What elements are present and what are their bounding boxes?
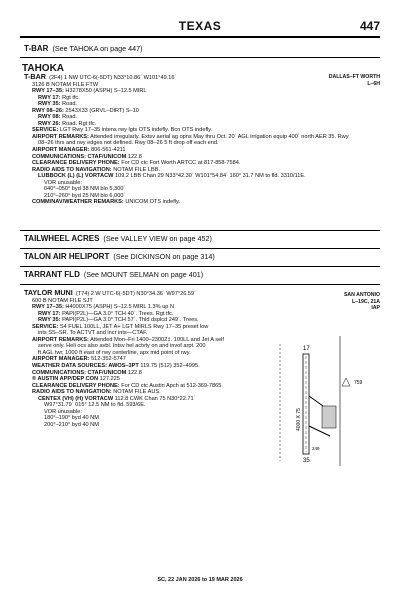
header-rule (20, 36, 380, 38)
detail-text: Road. Rgt tfc. (62, 120, 97, 127)
detail-line (24, 199, 349, 206)
detail-text: 119.75 (512) 352–4995. (140, 363, 200, 370)
xref-tailwheel: TAILWHEEL ACRES (See VALLEY VIEW on page 452) (24, 234, 212, 243)
city-heading-tahoka: TAHOKA (22, 63, 65, 74)
detail-text: For CD ctc Fort Worth ARTCC at 817-858-7584. (121, 160, 241, 167)
xref-tarrant: TARRANT FLD (See MOUNT SELMAN on page 401) (24, 270, 204, 279)
detail-label: AIRPORT REMARKS: (32, 133, 89, 140)
detail-label: AIRPORT MANAGER: (32, 147, 90, 154)
tbar-chart-refs: DALLAS–FT WORTH L–6H (328, 74, 380, 87)
detail-text: 200°–210° byd 40 NM (44, 421, 99, 428)
runway-length-label: 4000 X 75 (296, 408, 302, 431)
detail-text: H3278X50 (ASPH) S–12.5 MIRL (65, 88, 147, 95)
detail-text: PAPI(P2L)—GA 3.0° TCH 40´. Trees. Rgt tfc. (62, 310, 174, 317)
detail-label: WEATHER DATA SOURCES: AWOS–3PT (32, 363, 139, 370)
section-rule (20, 248, 380, 249)
detail-text: 127.225 (99, 376, 120, 383)
detail-text: LGT Rwy 17–35 intens rwy lgts OTS indefly. Bcn OTS indefly. (59, 127, 213, 134)
detail-text: 210°–260° byd 25 NM blo 6,000´ (44, 192, 126, 199)
detail-text: ints SS–SR. To ACTVT and incr ints—CTAF. (38, 330, 148, 337)
detail-text: UNICOM OTS indefly. (125, 199, 180, 206)
detail-text: Road. (62, 101, 77, 108)
airport-diagram (270, 336, 380, 466)
detail-label: CLEARANCE DELIVERY PHONE: (32, 382, 120, 389)
taylor-details (24, 304, 224, 428)
detail-label: RADIO AIDS TO NAVIGATION: (32, 389, 112, 396)
detail-text: S4 FUEL 100LL, JET A+ LGT MIRLS Rwy 17–35 preset low (59, 323, 209, 330)
detail-text: 08–26 thrs and rwy edges not defined. Rwy 08–26 5 ft drop off each end. (38, 140, 219, 147)
detail-label: COMMUNICATIONS: CTAF/UNICOM (32, 369, 127, 376)
rwy-35-label: 35 (303, 458, 310, 464)
tbar-line1: T-BAR (2F4) 1 NW UTC-6(-5DT) N33°10.86´ W101°49.16´ (24, 72, 177, 81)
detail-text: PAPI(P2L)—GA 3.0° TCH 57´. Thld dsplcd 249´. Trees. (62, 317, 199, 324)
xref-talon: TALON AIR HELIPORT (See DICKINSON on page 314) (24, 252, 215, 261)
detail-label: RWY 17: (38, 310, 61, 317)
page-footer: SC, 22 JAN 2026 to 19 MAR 2026 (157, 577, 243, 583)
detail-text: ft AGL twr, 1000 ft east of rwy centerline, apx mid point of rwy. (38, 349, 191, 356)
detail-text: H4000X75 (ASPH) S–12.5 MIRL 1.3% up N (65, 304, 175, 311)
detail-label: RWY 08: (38, 114, 61, 121)
detail-label: COMMUNICATIONS: CTAF/UNICOM (32, 153, 127, 160)
taylor-line1: TAYLOR MUNI (T74) 2 W UTC-6(-5DT) N30°34.36´ W97°26.59´ (24, 288, 196, 297)
detail-label: RWY 17–35: (32, 88, 64, 95)
detail-text: For CD ctc Austin Apch at 512-369-7865. (121, 382, 223, 389)
section-rule (20, 266, 380, 267)
detail-label: RWY 35: (38, 101, 61, 108)
taylor-line2: 600 B NOTAM FILE SJT (32, 297, 93, 304)
taylor-chart-refs: SAN ANTONIO L–19C, 21A IAP (343, 292, 380, 312)
detail-label: RWY 26: (38, 120, 61, 127)
detail-text: 122.8 (127, 369, 142, 376)
detail-text: 109.2 LBB Chan 29 N33°42.30´ W101°54.84´ 160° 31.7 NM to fld. 3310/11E. (114, 173, 306, 180)
tbar-entry (24, 74, 349, 206)
detail-text: VOR unusable: (44, 179, 82, 186)
detail-text: 806-561-4211 (91, 147, 126, 154)
detail-label: CLEARANCE DELIVERY PHONE: (32, 160, 120, 167)
section-rule (20, 284, 380, 285)
page-header (0, 19, 400, 33)
detail-text: VOR unusable: (44, 408, 82, 415)
detail-label: COMM/NAV/WEATHER REMARKS: (32, 199, 124, 206)
state-title: TEXAS (178, 19, 222, 33)
detail-text: 2543X33 (GRVL–DIRT) S–10 (65, 107, 139, 114)
rwy-17-label: 17 (303, 346, 310, 352)
detail-label: LUBBOCK (L) (L) VORTACW (38, 173, 114, 180)
obstacle-tower-icon (342, 378, 350, 386)
section-rule (20, 57, 380, 58)
detail-text: 180°–190° byd 40 NM (44, 415, 99, 422)
detail-label: AIRPORT MANAGER: (32, 356, 90, 363)
tbar-line2: 3126 B NOTAM FILE FTW (32, 81, 99, 88)
detail-text: Road. (62, 114, 77, 121)
detail-label: SERVICE: (32, 127, 59, 134)
tbar-details (24, 88, 349, 206)
dsplcd-label: 249 (312, 446, 320, 451)
detail-text: Rgt tfc. (62, 94, 80, 101)
detail-text: 512-352-5747 (91, 356, 126, 363)
section-rule (20, 230, 380, 231)
detail-text: NOTAM FILE AUS. (113, 389, 161, 396)
detail-label: AIRPORT REMARKS: (32, 336, 89, 343)
detail-label: RWY 35: (38, 317, 61, 324)
detail-line (24, 422, 224, 429)
detail-label: SERVICE: (32, 323, 59, 330)
detail-label: RWY 08–26: (32, 107, 64, 114)
detail-text: 112.8 CWK Chan 75 N30°22.71´ (114, 395, 196, 402)
apron (322, 406, 336, 428)
detail-label: RADIO AIDS TO NAVIGATION: (32, 166, 112, 173)
detail-text: Attended irregularly. Extsv aerial ag opns May thru Oct. 20´ AGL irrigation equip 400´ north AER 35. Rwy (90, 133, 349, 140)
detail-text: NOTAM FILE LBB. (113, 166, 161, 173)
tower-height-label: 759 (354, 380, 363, 386)
detail-label: RWY 17: (38, 94, 61, 101)
detail-text: W97°31.79´ 015° 12.5 NM to fld. 593/6E. (44, 402, 146, 409)
detail-text: 122.8 (127, 153, 142, 160)
detail-text: 040°–050° byd 38 NM blo 5,300´ (44, 186, 126, 193)
detail-label: ® AUSTIN APP/DEP CON (32, 376, 99, 383)
page-number: 447 (359, 19, 380, 33)
xref-tbar: T-BAR (See TAHOKA on page 447) (24, 44, 143, 53)
taylor-entry (24, 290, 224, 428)
detail-label: CENTEX (VH) (H) VORTACW (38, 395, 114, 402)
detail-text: serve only. Heli ocs also avbl. Intsv hel actvty on and invof arpt. 200 (38, 343, 206, 350)
detail-text: Attended Mon–Fri 1400–2300Z‡. 100LL and Jet A self (90, 336, 224, 343)
detail-label: RWY 17–35: (32, 304, 64, 311)
